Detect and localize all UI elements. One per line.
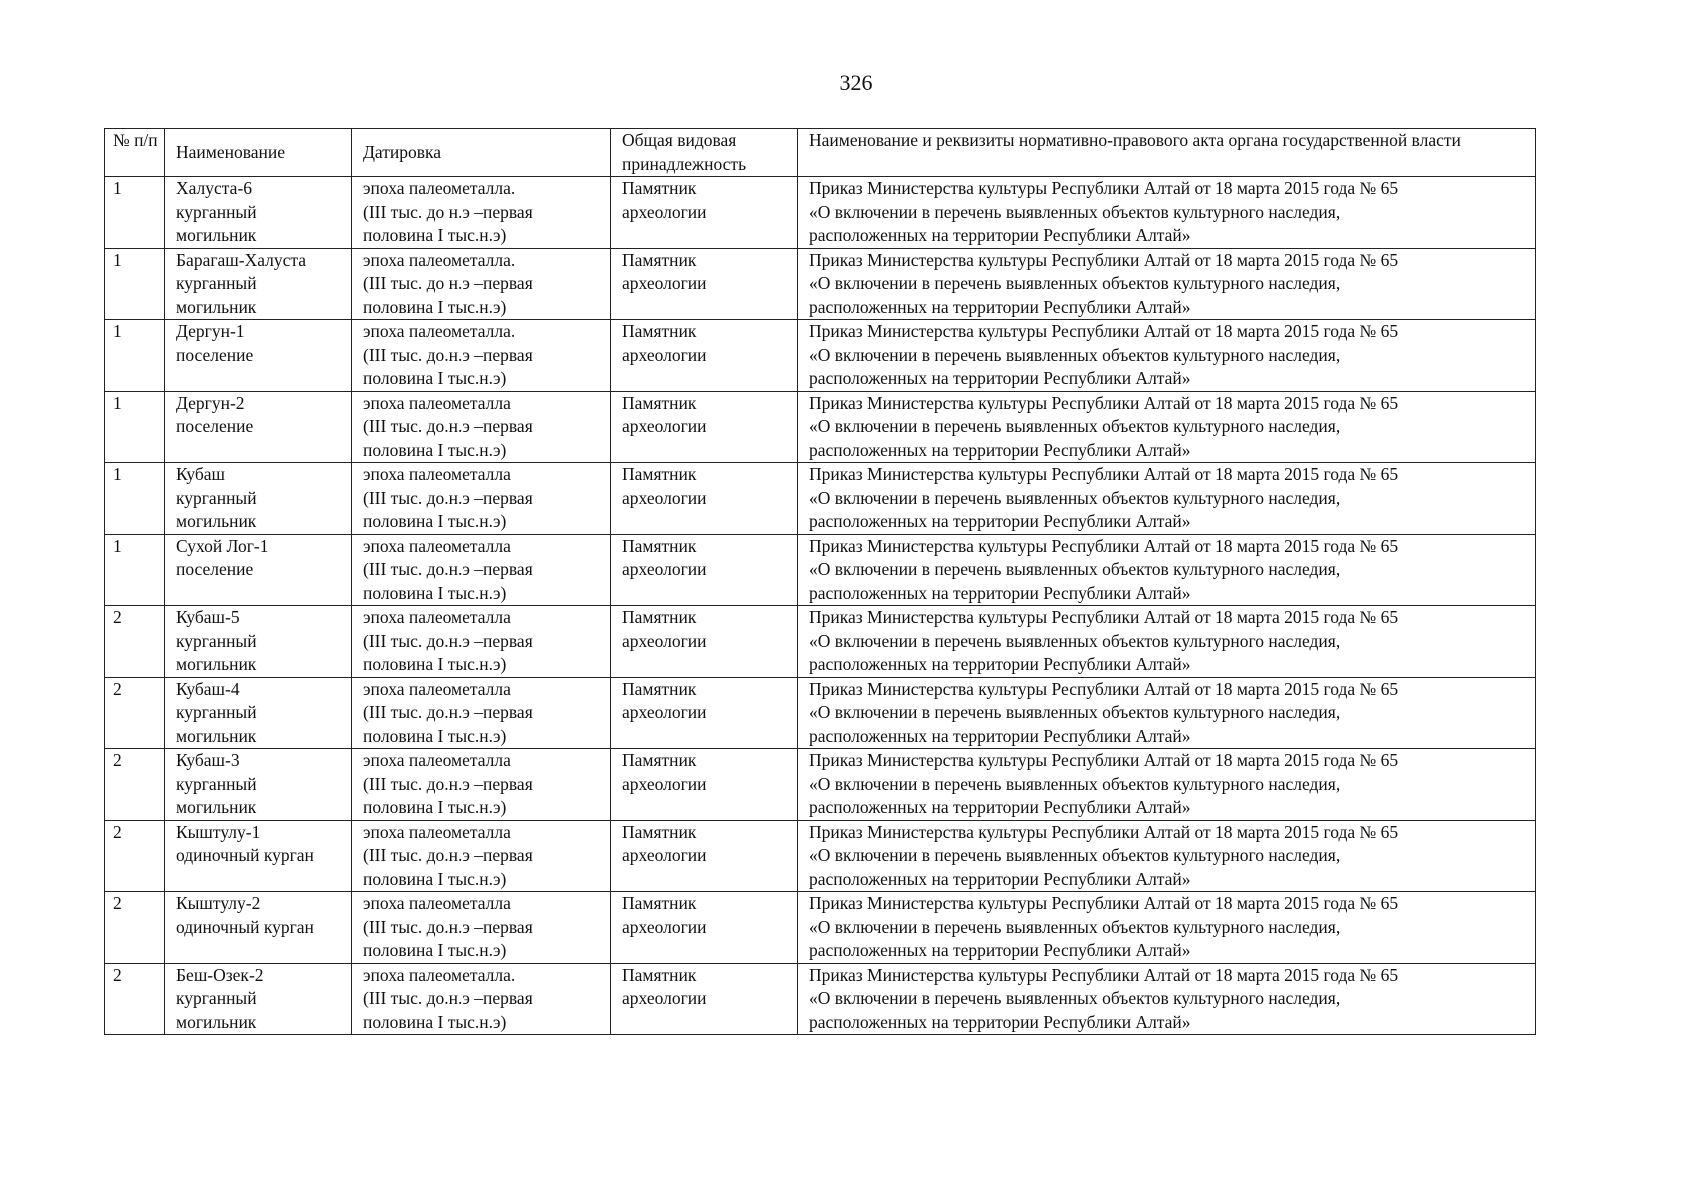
cell-act: Приказ Министерства культуры Республики Алтай от 18 марта 2015 года № 65 «О включении в перечень выявленных объектов культурного наследия, расположенных на территории Республики Алтай»: [798, 749, 1536, 821]
cell-number: 2: [105, 606, 165, 678]
cell-dating: эпоха палеометалла (III тыс. до.н.э –первая половина I тыс.н.э): [352, 463, 611, 535]
cell-dating: эпоха палеометалла. (III тыс. до.н.э –первая половина I тыс.н.э): [352, 320, 611, 392]
cell-type: Памятник археологии: [611, 820, 798, 892]
table-body: [105, 177, 1536, 1035]
table-row: [105, 177, 1536, 249]
cell-dating: эпоха палеометалла. (III тыс. до.н.э –первая половина I тыс.н.э): [352, 963, 611, 1035]
cell-act: Приказ Министерства культуры Республики Алтай от 18 марта 2015 года № 65 «О включении в перечень выявленных объектов культурного наследия, расположенных на территории Республики Алтай»: [798, 177, 1536, 249]
cell-dating: эпоха палеометалла (III тыс. до.н.э –первая половина I тыс.н.э): [352, 892, 611, 964]
cell-name: Халуста-6 курганный могильник: [165, 177, 352, 249]
cell-dating: эпоха палеометалла. (III тыс. до н.э –первая половина I тыс.н.э): [352, 177, 611, 249]
cell-type: Памятник археологии: [611, 749, 798, 821]
table-row: [105, 248, 1536, 320]
cell-act: Приказ Министерства культуры Республики Алтай от 18 марта 2015 года № 65 «О включении в перечень выявленных объектов культурного наследия, расположенных на территории Республики Алтай»: [798, 963, 1536, 1035]
cell-number: 2: [105, 749, 165, 821]
cell-act: Приказ Министерства культуры Республики Алтай от 18 марта 2015 года № 65 «О включении в перечень выявленных объектов культурного наследия, расположенных на территории Республики Алтай»: [798, 820, 1536, 892]
table-row: [105, 320, 1536, 392]
cell-name: Дергун-2 поселение: [165, 391, 352, 463]
table-row: [105, 391, 1536, 463]
table-row: [105, 463, 1536, 535]
cell-dating: эпоха палеометалла (III тыс. до.н.э –первая половина I тыс.н.э): [352, 606, 611, 678]
cell-type: Памятник археологии: [611, 248, 798, 320]
cell-number: 1: [105, 320, 165, 392]
cell-act: Приказ Министерства культуры Республики Алтай от 18 марта 2015 года № 65 «О включении в перечень выявленных объектов культурного наследия, расположенных на территории Республики Алтай»: [798, 534, 1536, 606]
cell-type: Памятник археологии: [611, 892, 798, 964]
header-dating: Датировка: [352, 129, 611, 177]
cell-name: Дергун-1 поселение: [165, 320, 352, 392]
page-number: 326: [839, 70, 873, 95]
cell-dating: эпоха палеометалла (III тыс. до.н.э –первая половина I тыс.н.э): [352, 677, 611, 749]
cell-number: 1: [105, 177, 165, 249]
table-row: [105, 963, 1536, 1035]
cell-dating: эпоха палеометалла (III тыс. до.н.э –первая половина I тыс.н.э): [352, 534, 611, 606]
cell-name: Кубаш курганный могильник: [165, 463, 352, 535]
cell-name: Кыштулу-2 одиночный курган: [165, 892, 352, 964]
cell-name: Барагаш-Халуста курганный могильник: [165, 248, 352, 320]
cell-act: Приказ Министерства культуры Республики Алтай от 18 марта 2015 года № 65 «О включении в перечень выявленных объектов культурного наследия, расположенных на территории Республики Алтай»: [798, 248, 1536, 320]
cell-number: 1: [105, 248, 165, 320]
cell-type: Памятник археологии: [611, 320, 798, 392]
cell-number: 2: [105, 677, 165, 749]
cell-number: 2: [105, 963, 165, 1035]
table-header-row: [105, 129, 1536, 177]
cell-dating: эпоха палеометалла (III тыс. до.н.э –первая половина I тыс.н.э): [352, 391, 611, 463]
cell-name: Сухой Лог-1 поселение: [165, 534, 352, 606]
cell-act: Приказ Министерства культуры Республики Алтай от 18 марта 2015 года № 65 «О включении в перечень выявленных объектов культурного наследия, расположенных на территории Республики Алтай»: [798, 606, 1536, 678]
table-row: [105, 534, 1536, 606]
cell-type: Памятник археологии: [611, 963, 798, 1035]
cell-dating: эпоха палеометалла (III тыс. до.н.э –первая половина I тыс.н.э): [352, 749, 611, 821]
header-name: Наименование: [165, 129, 352, 177]
cell-type: Памятник археологии: [611, 677, 798, 749]
table-row: [105, 677, 1536, 749]
table-row: [105, 892, 1536, 964]
cell-number: 1: [105, 391, 165, 463]
cell-type: Памятник археологии: [611, 534, 798, 606]
cell-number: 1: [105, 463, 165, 535]
table-row: [105, 606, 1536, 678]
cell-name: Беш-Озек-2 курганный могильник: [165, 963, 352, 1035]
heritage-objects-table: [104, 128, 1536, 1035]
cell-type: Памятник археологии: [611, 463, 798, 535]
cell-number: 1: [105, 534, 165, 606]
cell-act: Приказ Министерства культуры Республики Алтай от 18 марта 2015 года № 65 «О включении в перечень выявленных объектов культурного наследия, расположенных на территории Республики Алтай»: [798, 320, 1536, 392]
cell-act: Приказ Министерства культуры Республики Алтай от 18 марта 2015 года № 65 «О включении в перечень выявленных объектов культурного наследия, расположенных на территории Республики Алтай»: [798, 892, 1536, 964]
cell-type: Памятник археологии: [611, 391, 798, 463]
cell-type: Памятник археологии: [611, 177, 798, 249]
cell-name: Кубаш-4 курганный могильник: [165, 677, 352, 749]
cell-name: Кыштулу-1 одиночный курган: [165, 820, 352, 892]
header-number: № п/п: [105, 129, 165, 177]
cell-dating: эпоха палеометалла. (III тыс. до н.э –первая половина I тыс.н.э): [352, 248, 611, 320]
header-type: Общая видовая принадлежность: [611, 129, 798, 177]
cell-name: Кубаш-3 курганный могильник: [165, 749, 352, 821]
cell-name: Кубаш-5 курганный могильник: [165, 606, 352, 678]
cell-type: Памятник археологии: [611, 606, 798, 678]
table-row: [105, 749, 1536, 821]
table-row: [105, 820, 1536, 892]
cell-dating: эпоха палеометалла (III тыс. до.н.э –первая половина I тыс.н.э): [352, 820, 611, 892]
cell-act: Приказ Министерства культуры Республики Алтай от 18 марта 2015 года № 65 «О включении в перечень выявленных объектов культурного наследия, расположенных на территории Республики Алтай»: [798, 677, 1536, 749]
cell-number: 2: [105, 892, 165, 964]
header-act: Наименование и реквизиты нормативно-правового акта органа государственной власти: [798, 129, 1536, 177]
cell-act: Приказ Министерства культуры Республики Алтай от 18 марта 2015 года № 65 «О включении в перечень выявленных объектов культурного наследия, расположенных на территории Республики Алтай»: [798, 391, 1536, 463]
cell-number: 2: [105, 820, 165, 892]
cell-act: Приказ Министерства культуры Республики Алтай от 18 марта 2015 года № 65 «О включении в перечень выявленных объектов культурного наследия, расположенных на территории Республики Алтай»: [798, 463, 1536, 535]
